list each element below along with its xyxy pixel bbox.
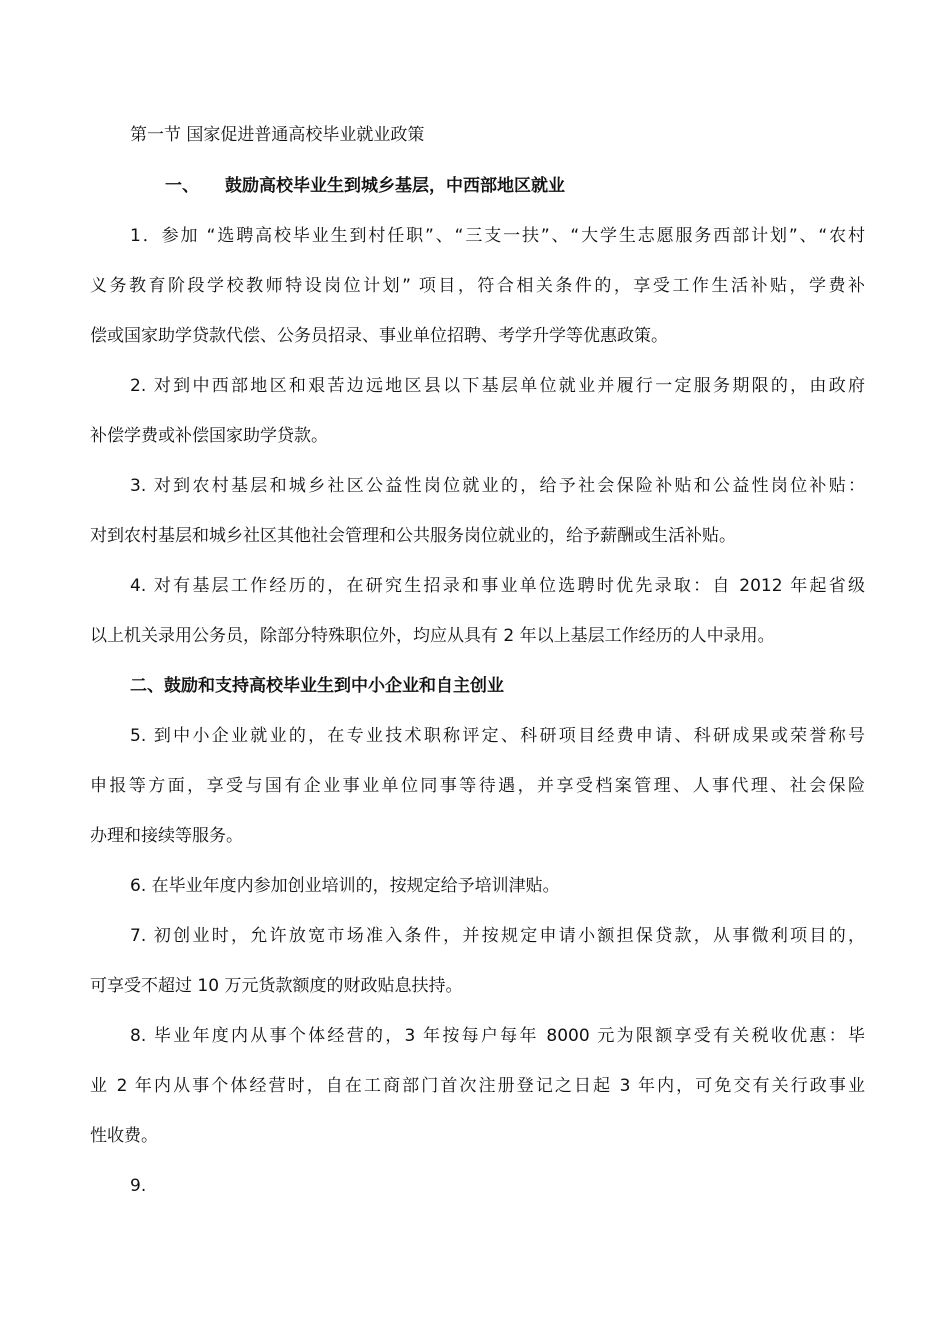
paragraph-8-line-1: 8. 毕业年度内从事个体经营的，3 年按每户每年 8000 元为限额享受有关税收优惠：毕 — [130, 1026, 865, 1046]
paragraph-5-line-2: 申报等方面，享受与国有企业事业单位同事等待遇，并享受档案管理、人事代理、社会保险 — [90, 776, 865, 796]
paragraph-1-line-2: 义务教育阶段学校教师特设岗位计划” 项目，符合相关条件的，享受工作生活补贴，学费补 — [90, 276, 865, 296]
paragraph-7-line-2: 可享受不超过 10 万元货款额度的财政贴息扶持。 — [90, 976, 463, 996]
paragraph-2-line-2: 补偿学费或补偿国家助学贷款。 — [90, 426, 328, 446]
paragraph-6-line-1: 6. 在毕业年度内参加创业培训的，按规定给予培训津贴。 — [130, 876, 560, 896]
paragraph-1-line-1: 1．参加 “选聘高校毕业生到村任职”、“三支一扶”、“大学生志愿服务西部计划”、“农村 — [130, 226, 865, 246]
paragraph-5-line-3: 办理和接续等服务。 — [90, 826, 243, 846]
heading1-number: 一、 — [165, 176, 199, 196]
paragraph-5-line-1: 5. 到中小企业就业的，在专业技术职称评定、科研项目经费申请、科研成果或荣誉称号 — [130, 726, 865, 746]
paragraph-3-line-2: 对到农村基层和城乡社区其他社会管理和公共服务岗位就业的，给予薪酬或生活补贴。 — [90, 526, 736, 546]
paragraph-7-line-1: 7. 初创业时，允许放宽市场准入条件，并按规定申请小额担保贷款，从事微利项目的， — [130, 926, 865, 946]
paragraph-9-line-1: 9. — [130, 1176, 147, 1196]
heading2: 二、鼓励和支持高校毕业生到中小企业和自主创业 — [130, 676, 504, 696]
paragraph-8-line-2: 业 2 年内从事个体经营时，自在工商部门首次注册登记之日起 3 年内，可免交有关行政事业 — [90, 1076, 865, 1096]
paragraph-2-line-1: 2. 对到中西部地区和艰苦边远地区县以下基层单位就业并履行一定服务期限的，由政府 — [130, 376, 865, 396]
section-title: 第一节 国家促进普通高校毕业就业政策 — [130, 125, 425, 145]
paragraph-1-line-3: 偿或国家助学贷款代偿、公务员招录、事业单位招聘、考学升学等优惠政策。 — [90, 326, 668, 346]
heading1-text: 鼓励高校毕业生到城乡基层，中西部地区就业 — [225, 176, 565, 196]
paragraph-4-line-2: 以上机关录用公务员，除部分特殊职位外，均应从具有 2 年以上基层工作经历的人中录用。 — [90, 626, 775, 646]
paragraph-4-line-1: 4. 对有基层工作经历的，在研究生招录和事业单位选聘时优先录取：自 2012 年起省级 — [130, 576, 865, 596]
paragraph-8-line-3: 性收费。 — [90, 1126, 158, 1146]
paragraph-3-line-1: 3. 对到农村基层和城乡社区公益性岗位就业的，给予社会保险补贴和公益性岗位补贴： — [130, 476, 865, 496]
